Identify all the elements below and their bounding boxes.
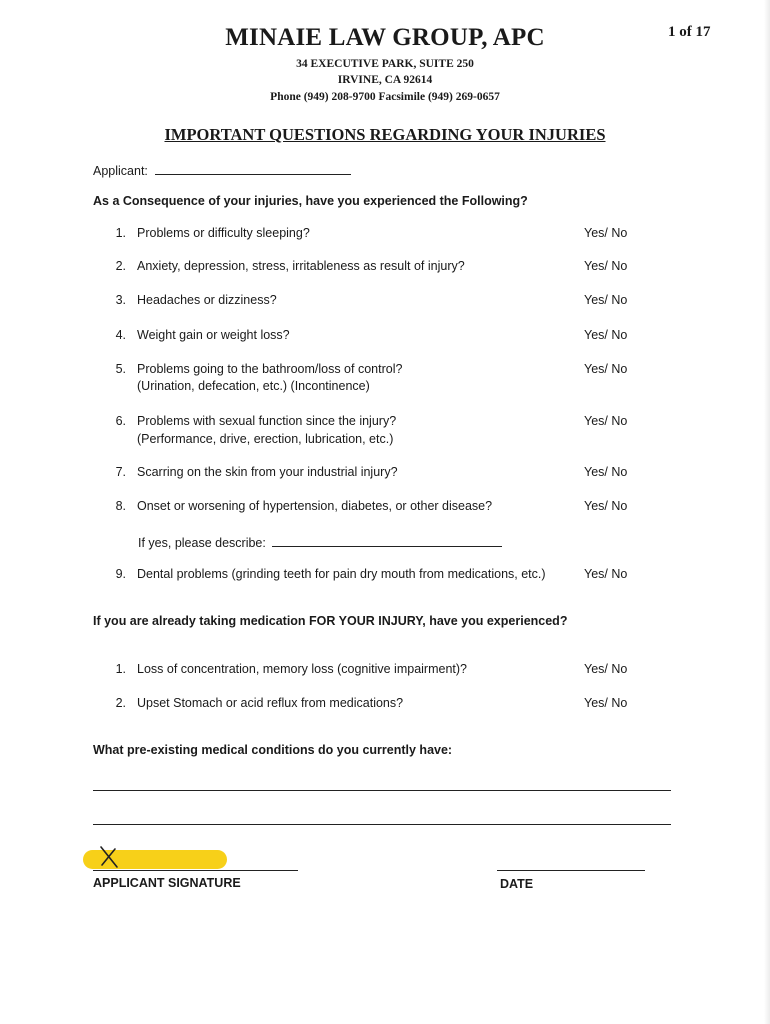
question-number: 5.	[115, 362, 126, 376]
signature-line[interactable]	[93, 870, 298, 871]
question-text: Headaches or dizziness?	[137, 293, 277, 307]
conditions-line-2[interactable]	[93, 824, 671, 825]
question-number: 7.	[115, 465, 126, 479]
question-text: Scarring on the skin from your industrial injury?	[137, 465, 398, 479]
page-number: 1 of 17	[668, 24, 711, 40]
question-text: Dental problems (grinding teeth for pain dry mouth from medications, etc.)	[137, 567, 546, 581]
applicant-label: Applicant:	[93, 164, 148, 178]
question-text: Onset or worsening of hypertension, diabetes, or other disease?	[137, 499, 493, 513]
question-number: 3.	[115, 293, 126, 307]
page-edge-shadow	[764, 0, 770, 1024]
describe-field[interactable]	[272, 534, 502, 547]
question-number: 2.	[115, 696, 126, 710]
form-title: IMPORTANT QUESTIONS REGARDING YOUR INJURIES	[164, 125, 606, 144]
yes-no-answer[interactable]: Yes/ No	[584, 662, 628, 676]
contact-line: Phone (949) 208-9700 Facsimile (949) 269-0657	[270, 91, 500, 103]
question-text: Problems going to the bathroom/loss of control?	[137, 362, 403, 376]
question-text: Problems with sexual function since the injury?	[137, 414, 397, 428]
date-label: DATE	[500, 877, 534, 891]
question-text-detail: (Performance, drive, erection, lubrication, etc.)	[137, 432, 394, 446]
section3-heading: What pre-existing medical conditions do you currently have:	[93, 743, 453, 757]
question-number: 9.	[115, 567, 126, 581]
yes-no-answer[interactable]: Yes/ No	[584, 414, 628, 428]
yes-no-answer[interactable]: Yes/ No	[584, 259, 628, 273]
applicant-name-field[interactable]	[155, 162, 351, 175]
yes-no-answer[interactable]: Yes/ No	[584, 499, 628, 513]
question-number: 2.	[115, 259, 126, 273]
question-text: Problems or difficulty sleeping?	[137, 226, 310, 240]
question-number: 4.	[115, 328, 126, 342]
yes-no-answer[interactable]: Yes/ No	[584, 328, 628, 342]
firm-name: MINAIE LAW GROUP, APC	[225, 24, 545, 51]
question-text: Anxiety, depression, stress, irritableness as result of injury?	[137, 259, 465, 273]
yes-no-answer[interactable]: Yes/ No	[584, 293, 628, 307]
applicant-row	[93, 162, 351, 178]
question-number: 1.	[115, 226, 126, 240]
signature-x-icon	[98, 845, 120, 869]
yes-no-answer[interactable]: Yes/ No	[584, 696, 628, 710]
signature-label: APPLICANT SIGNATURE	[93, 876, 241, 890]
conditions-line-1[interactable]	[93, 790, 671, 791]
yes-no-answer[interactable]: Yes/ No	[584, 226, 628, 240]
address-line-2: IRVINE, CA 92614	[337, 74, 433, 86]
question-number: 6.	[115, 414, 126, 428]
yes-no-answer[interactable]: Yes/ No	[584, 465, 628, 479]
section1-heading: As a Consequence of your injuries, have you experienced the Following?	[93, 194, 528, 208]
date-line[interactable]	[497, 870, 645, 871]
question-number: 1.	[115, 662, 126, 676]
question-text-detail: (Urination, defecation, etc.) (Incontinence)	[137, 379, 370, 393]
question-text: Upset Stomach or acid reflux from medications?	[137, 696, 404, 710]
question-number: 8.	[115, 499, 126, 513]
question-text: Weight gain or weight loss?	[137, 328, 290, 342]
yes-no-answer[interactable]: Yes/ No	[584, 362, 628, 376]
describe-label: If yes, please describe:	[138, 536, 266, 550]
yes-no-answer[interactable]: Yes/ No	[584, 567, 628, 581]
address-line-1: 34 EXECUTIVE PARK, SUITE 250	[296, 58, 474, 70]
section2-heading: If you are already taking medication FOR YOUR INJURY, have you experienced?	[93, 614, 568, 628]
describe-row	[138, 534, 502, 550]
question-text: Loss of concentration, memory loss (cognitive impairment)?	[137, 662, 467, 676]
